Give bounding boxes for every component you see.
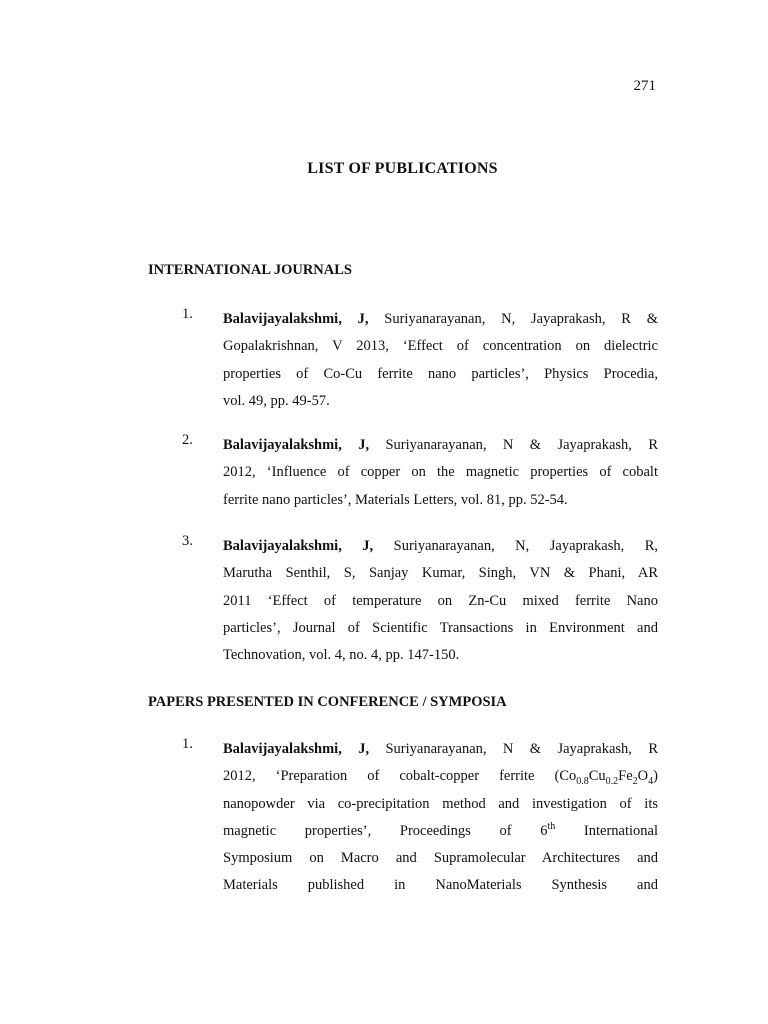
- citation-line: Marutha Senthil, S, Sanjay Kumar, Singh, VN & Phani, AR: [223, 565, 658, 582]
- citation-line: Suriyanarayanan, N, Jayaprakash, R &: [368, 311, 658, 327]
- item-number: 2.: [182, 432, 193, 448]
- citation-line: Gopalakrishnan, V 2013, ‘Effect of concentration on dielectric: [223, 338, 658, 355]
- item-number: 1.: [182, 306, 193, 322]
- citation: [223, 306, 658, 415]
- page-number: 271: [633, 78, 656, 94]
- citation-line: Symposium on Macro and Supramolecular Architectures and: [223, 850, 658, 867]
- publication-item: [148, 736, 658, 900]
- item-number: 3.: [182, 533, 193, 549]
- citation-line: Suriyanarayanan, N & Jayaprakash, R: [369, 437, 658, 453]
- publication-item: [148, 306, 658, 415]
- citation: [223, 432, 658, 514]
- section-heading-international-journals: INTERNATIONAL JOURNALS: [148, 262, 352, 278]
- author-name: Balavijayalakshmi, J,: [223, 311, 369, 327]
- citation-line: vol. 49, pp. 49-57.: [223, 392, 330, 409]
- section-heading-conference-papers: PAPERS PRESENTED IN CONFERENCE / SYMPOSIA: [148, 694, 507, 710]
- citation: [223, 533, 658, 669]
- citation-line: Technovation, vol. 4, no. 4, pp. 147-150.: [223, 647, 460, 664]
- citation-line: Suriyanarayanan, N & Jayaprakash, R: [369, 741, 658, 757]
- publication-item: [148, 533, 658, 669]
- citation: [223, 736, 658, 900]
- author-name: Balavijayalakshmi, J,: [223, 437, 370, 453]
- citation-line: properties of Co-Cu ferrite nano particles’, Physics Procedia,: [223, 365, 658, 382]
- citation-line: Suriyanarayanan, N, Jayaprakash, R,: [373, 538, 658, 554]
- author-name: Balavijayalakshmi, J,: [223, 741, 370, 757]
- citation-line: International: [555, 822, 658, 839]
- citation-line: Materials published in NanoMaterials Synthesis and: [223, 877, 658, 894]
- ordinal-suffix: th: [547, 821, 556, 833]
- author-name: Balavijayalakshmi, J,: [223, 538, 374, 554]
- citation-line: 2012, ‘Preparation of cobalt-copper ferrite: [223, 768, 535, 785]
- citation-line: 2011 ‘Effect of temperature on Zn-Cu mixed ferrite Nano: [223, 592, 658, 609]
- citation-line: nanopowder via co-precipitation method and investigation of its: [223, 795, 658, 812]
- citation-line: 2012, ‘Influence of copper on the magnetic properties of cobalt: [223, 464, 658, 481]
- chemical-formula: $(Co_{0.8}Cu_{0.2}Fe_2O_4)$: [554, 768, 658, 788]
- citation-line: ferrite nano particles’, Materials Letters, vol. 81, pp. 52-54.: [223, 491, 568, 508]
- citation-line: magnetic properties’, Proceedings of 6: [223, 822, 548, 839]
- citation-line: particles’, Journal of Scientific Transactions in Environment and: [223, 619, 658, 636]
- publication-item: [148, 432, 658, 514]
- page-title: LIST OF PUBLICATIONS: [307, 160, 498, 177]
- item-number: 1.: [182, 736, 193, 752]
